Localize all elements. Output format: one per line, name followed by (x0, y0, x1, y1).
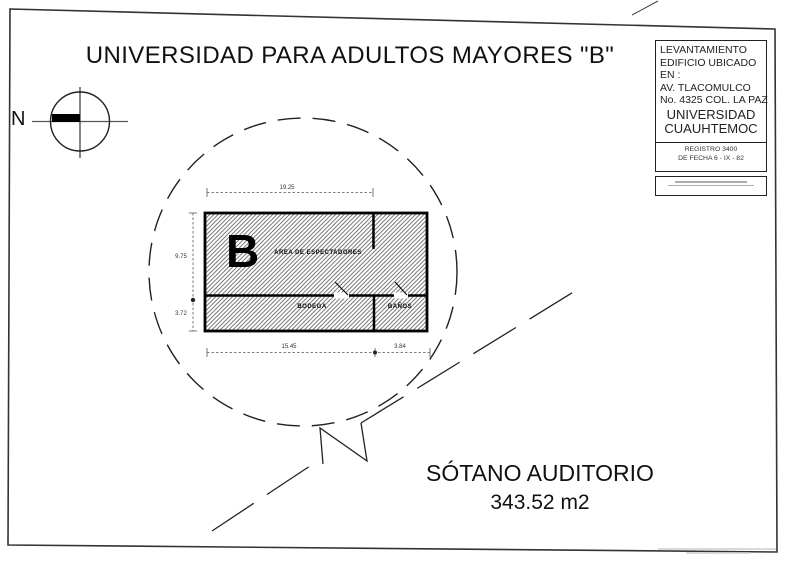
plan-caption: SÓTANO AUDITORIO (426, 460, 654, 486)
dimension-label-left-upper: 9.75 (175, 254, 187, 260)
title-block-line: AV. TLACOMULCO (660, 81, 751, 94)
watermark-smudge (658, 548, 776, 556)
room-label-bottom-right: BAÑOS (387, 304, 413, 310)
title-block-line: LEVANTAMIENTO (660, 44, 747, 56)
plan-area-value: 343.52 m2 (490, 491, 590, 514)
title-block-address (660, 44, 768, 107)
registro-number: REGISTRO 3400 (684, 146, 738, 153)
title-block-line: No. 4325 COL. LA PAZ (660, 94, 768, 107)
stray-scan-mark (632, 1, 658, 15)
dimension-label-bottom-right: 3.84 (394, 344, 406, 350)
fine-print-line (675, 181, 747, 183)
north-label: N (11, 108, 26, 130)
registro-date: DE FECHA 6 - IX - 82 (678, 154, 744, 162)
dimension-left (189, 213, 197, 331)
dimension-label-left-lower: 3.72 (175, 311, 187, 317)
title-block-divider (655, 142, 767, 143)
title-block-line: EN : (660, 69, 681, 82)
stamp-box (655, 176, 767, 196)
institution-name-line1: UNIVERSIDAD (666, 107, 756, 122)
registro-section (656, 146, 766, 163)
institution-name-line2: CUAUHTEMOC (664, 121, 758, 136)
title-block-line: EDIFICIO UBICADO (660, 56, 757, 69)
building-letter: B (226, 225, 260, 277)
watermark-bar (658, 548, 776, 550)
dimension-label-bottom-left: 15.45 (281, 344, 297, 350)
break-symbol (320, 423, 367, 464)
title-block (655, 40, 767, 172)
fine-print-line (668, 185, 754, 187)
north-arrow-icon (32, 87, 128, 158)
dimension-label-top: 19.25 (279, 185, 295, 191)
drawing-title: UNIVERSIDAD PARA ADULTOS MAYORES "B" (85, 42, 615, 69)
room-label-bottom-left: BODEGA (297, 304, 327, 310)
room-label-main: AREA DE ESPECTADORES (274, 250, 362, 256)
watermark-bar (686, 552, 750, 554)
